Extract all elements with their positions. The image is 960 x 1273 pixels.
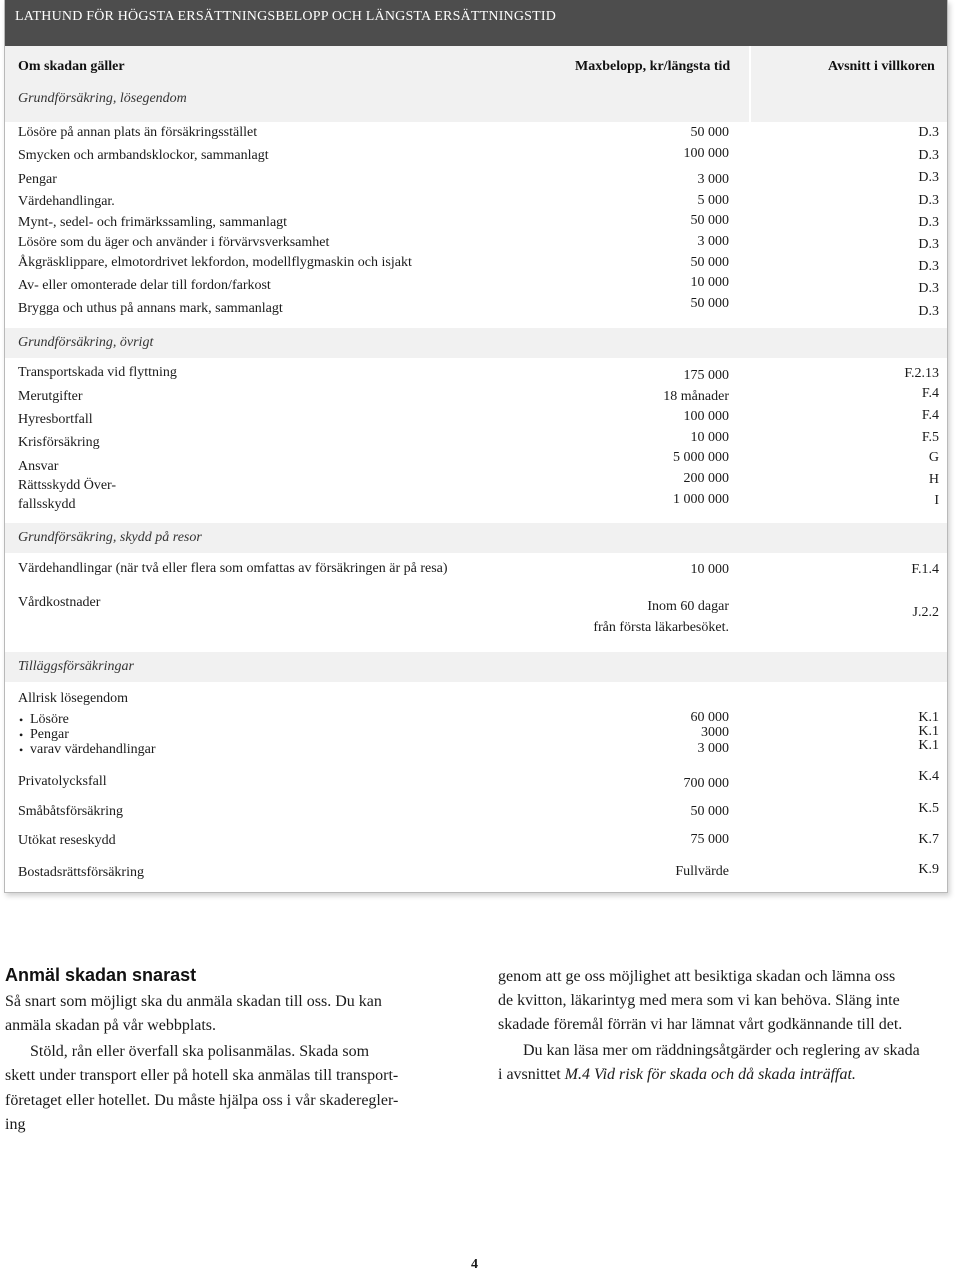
table-row-label: Krisförsäkring [18, 435, 100, 450]
table-row-label: Utökat reseskydd [18, 833, 116, 848]
table-row-ref: D.3 [918, 281, 939, 296]
bullet-icon: • [19, 743, 24, 757]
table-row-label: Värdehandlingar (när två eller flera som omfattas av försäkringen är på resa) [18, 561, 448, 576]
table-row-value: från första läkarbesöket. [593, 620, 729, 635]
table-row-value: 50 000 [690, 296, 729, 311]
table-banner: LATHUND FÖR HÖGSTA ERSÄTTNINGSBELOPP OCH LÄNGSTA ERSÄTTNINGSTID [5, 0, 947, 46]
notice-heading: Anmäl skadan snarast [5, 965, 197, 985]
notice-left-line: anmäla skadan på vår webbplats. [5, 1017, 217, 1034]
table-row-label: Pengar [18, 172, 57, 187]
table-row-ref: H [928, 472, 939, 487]
table-row-ref: K.1 [918, 738, 939, 753]
table-row-value: 175 000 [683, 368, 729, 383]
table-row-label: Värdehandlingar. [18, 194, 115, 209]
table-row-ref: I [934, 493, 939, 508]
table-row-ref: K.1 [918, 710, 939, 725]
table-row-value: 50 000 [690, 213, 729, 228]
table-row-label: Transportskada vid flyttning [18, 365, 177, 380]
notice-left-line: skett under transport eller på hotell ska anmälas till transport- [5, 1067, 399, 1084]
table-row-ref: D.3 [918, 237, 939, 252]
list-item: varav värdehandlingar [30, 742, 156, 757]
table-row-label: Ansvar [18, 459, 59, 474]
table-row-ref: D.3 [918, 125, 939, 140]
column-header-subject: Om skadan gäller [18, 59, 125, 74]
notice-section-reference: M.4 Vid risk för skada och då skada inträffat. [564, 1066, 856, 1083]
table-row-ref: F.1.4 [911, 562, 939, 577]
column-header-section: Avsnitt i villkoren [828, 59, 935, 74]
table-row-value: 700 000 [683, 776, 729, 791]
table-row-value: 10 000 [690, 562, 729, 577]
list-item: Pengar [30, 727, 69, 742]
table-row-label: Hyresbortfall [18, 412, 93, 427]
table-row-label: Rättsskydd Över- [18, 478, 117, 493]
table-row-value: 75 000 [690, 832, 729, 847]
table-row-value: 5 000 [697, 193, 729, 208]
header-band-right [751, 46, 947, 122]
table-row-ref: K.1 [918, 724, 939, 739]
table-row-label: Smycken och armbandsklockor, sammanlagt [18, 148, 269, 163]
notice-right-line: de kvitton, läkarintyg med mera som vi kan behöva. Släng inte [498, 992, 900, 1009]
table-row-label: Av- eller omonterade delar till fordon/farkost [18, 278, 271, 293]
section-title-losegendom: Grundförsäkring, lösegendom [18, 91, 187, 106]
notice-right-line: Du kan läsa mer om räddningsåtgärder och reglering av skada [523, 1042, 920, 1059]
table-row-value: 10 000 [690, 430, 729, 445]
section-title-tillagg: Tilläggsförsäkringar [5, 652, 947, 682]
table-row-ref: K.7 [918, 832, 939, 847]
table-row-label: Bostadsrättsförsäkring [18, 865, 144, 880]
table-row-value: 3 000 [697, 741, 729, 756]
notice-right-last-line [498, 1063, 856, 1087]
table-row-value: Inom 60 dagar [647, 599, 729, 614]
notice-right-prefix: i avsnittet [498, 1066, 565, 1083]
table-row-value: 100 000 [683, 146, 729, 161]
summary-table [4, 0, 948, 893]
table-row-ref: K.9 [918, 862, 939, 877]
table-row-value: 200 000 [683, 471, 729, 486]
bullet-icon: • [19, 713, 24, 727]
table-row-label-cont: fallsskydd [18, 497, 76, 512]
table-row-ref: F.5 [921, 430, 939, 445]
table-row-value: 1 000 000 [673, 492, 729, 507]
notice-left-line: företaget eller hotellet. Du måste hjälpa oss i vår skaderegler- [5, 1092, 399, 1109]
table-row-label: Merutgifter [18, 389, 83, 404]
table-row-ref: J.2.2 [912, 605, 939, 620]
table-row-value: 5 000 000 [673, 450, 729, 465]
table-row-ref: F.4 [921, 386, 939, 401]
table-row-label: Åkgräsklippare, elmotordrivet lekfordon, modellflygmaskin och isjakt [18, 255, 412, 270]
table-row-ref: D.3 [918, 170, 939, 185]
table-row-label: Småbåtsförsäkring [18, 804, 123, 819]
bullet-icon: • [19, 728, 24, 742]
notice-right-line: genom att ge oss möjlighet att besiktiga skadan och lämna oss [498, 968, 896, 985]
table-row-value: 18 månader [663, 389, 729, 404]
list-item: Lösöre [30, 712, 69, 727]
table-row-label: Lösöre på annan plats än försäkringsstället [18, 125, 258, 140]
table-row-value: 50 000 [690, 255, 729, 270]
table-row-value: Fullvärde [675, 864, 729, 879]
table-row-label: Mynt-, sedel- och frimärkssamling, sammanlagt [18, 215, 288, 230]
table-row-value: 50 000 [690, 125, 729, 140]
table-row-ref: F.4 [921, 408, 939, 423]
table-row-ref: G [928, 450, 939, 465]
table-row-label: Privatolycksfall [18, 774, 107, 789]
table-row-value: 3 000 [697, 234, 729, 249]
table-row-ref: K.4 [918, 769, 939, 784]
section-title-ovrigt: Grundförsäkring, övrigt [5, 328, 947, 358]
table-row-ref: D.3 [918, 215, 939, 230]
notice-left-line: Stöld, rån eller överfall ska polisanmälas. Skada som [30, 1043, 370, 1060]
section-title-resor: Grundförsäkring, skydd på resor [5, 523, 947, 553]
table-row-ref: D.3 [918, 193, 939, 208]
notice-left-line: Så snart som möjligt ska du anmäla skadan till oss. Du kan [5, 993, 382, 1010]
table-row-value: 3000 [701, 725, 729, 740]
table-row-ref: D.3 [918, 148, 939, 163]
header-band [5, 46, 749, 122]
table-row-value: 60 000 [690, 710, 729, 725]
table-row-value: 100 000 [683, 409, 729, 424]
table-row-label: Brygga och uthus på annans mark, sammanlagt [18, 301, 283, 316]
notice-left-line: ing [5, 1116, 26, 1133]
page-number: 4 [471, 1257, 478, 1272]
table-row-value: 50 000 [690, 804, 729, 819]
table-row-ref: D.3 [918, 259, 939, 274]
table-row-value: 3 000 [697, 172, 729, 187]
notice-right-line: skadade föremål förrän vi har lämnat vårt godkännande till det. [498, 1016, 903, 1033]
allrisk-label: Allrisk lösegendom [18, 691, 129, 706]
table-row-value: 10 000 [690, 275, 729, 290]
table-row-label: Lösöre som du äger och använder i förvärvsverksamhet [18, 235, 330, 250]
table-row-ref: K.5 [918, 801, 939, 816]
table-row-label: Vårdkostnader [18, 595, 101, 610]
column-header-max: Maxbelopp, kr/längsta tid [575, 59, 731, 74]
table-row-ref: D.3 [918, 304, 939, 319]
table-row-ref: F.2.13 [904, 366, 939, 381]
